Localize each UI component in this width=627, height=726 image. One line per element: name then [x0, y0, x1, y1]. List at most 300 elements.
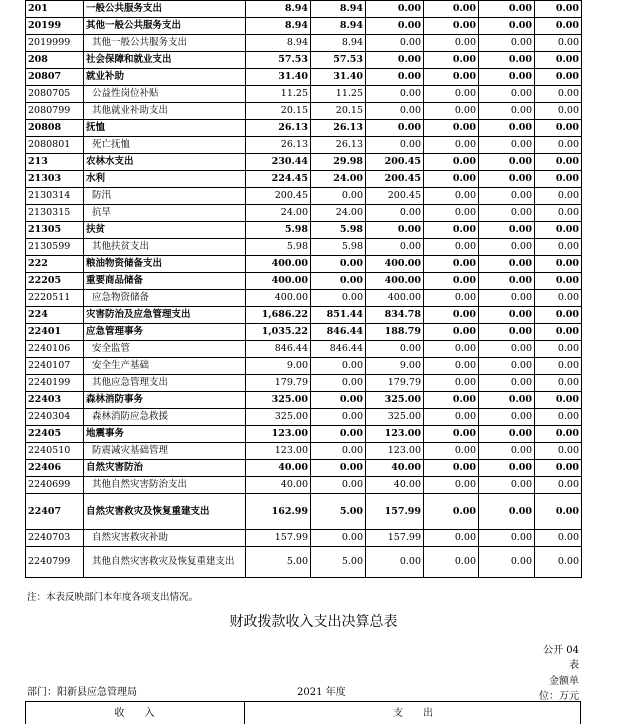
value-cell: 0.00	[311, 443, 366, 460]
value-cell: 0.00	[479, 256, 535, 273]
value-cell: 11.25	[246, 86, 311, 103]
value-cell: 0.00	[366, 547, 424, 578]
code-cell: 20808	[26, 120, 84, 137]
year-label: 2021 年度	[297, 687, 346, 698]
code-cell: 2080799	[26, 103, 84, 120]
value-cell: 11.25	[311, 86, 366, 103]
value-cell: 0.00	[535, 35, 582, 52]
value-cell: 20.15	[246, 103, 311, 120]
value-cell: 0.00	[424, 375, 479, 392]
value-cell: 0.00	[479, 137, 535, 154]
value-cell: 0.00	[366, 86, 424, 103]
value-cell: 0.00	[535, 171, 582, 188]
income-header: 收 入	[114, 708, 155, 719]
value-cell: 0.00	[366, 69, 424, 86]
value-cell: 8.94	[311, 35, 366, 52]
value-cell: 0.00	[535, 52, 582, 69]
value-cell: 31.40	[311, 69, 366, 86]
value-cell: 0.00	[424, 52, 479, 69]
value-cell: 0.00	[311, 530, 366, 547]
value-cell: 1,035.22	[246, 324, 311, 341]
table-row	[26, 547, 582, 578]
value-cell: 0.00	[535, 358, 582, 375]
value-cell: 325.00	[366, 409, 424, 426]
value-cell: 846.44	[311, 341, 366, 358]
value-cell: 0.00	[424, 530, 479, 547]
table-row	[26, 443, 582, 460]
value-cell: 26.13	[311, 137, 366, 154]
value-cell: 0.00	[479, 18, 535, 35]
value-cell: 0.00	[366, 120, 424, 137]
value-cell: 24.00	[311, 205, 366, 222]
value-cell: 400.00	[366, 290, 424, 307]
name-cell: 其他自然灾害救灾及恢复重建支出	[84, 547, 246, 578]
value-cell: 0.00	[424, 188, 479, 205]
name-cell: 一般公共服务支出	[84, 1, 246, 18]
value-cell: 0.00	[424, 273, 479, 290]
code-cell: 2240199	[26, 375, 84, 392]
value-cell: 0.00	[479, 103, 535, 120]
value-cell: 0.00	[535, 188, 582, 205]
table-row	[26, 392, 582, 409]
value-cell: 123.00	[246, 443, 311, 460]
code-cell: 2240304	[26, 409, 84, 426]
table-row	[26, 341, 582, 358]
name-cell: 安全监管	[84, 341, 246, 358]
value-cell: 0.00	[424, 307, 479, 324]
code-cell: 22401	[26, 324, 84, 341]
table-row	[26, 409, 582, 426]
value-cell: 325.00	[246, 409, 311, 426]
value-cell: 0.00	[535, 426, 582, 443]
value-cell: 200.45	[366, 171, 424, 188]
value-cell: 0.00	[535, 103, 582, 120]
value-cell: 0.00	[479, 547, 535, 578]
name-cell: 灾害防治及应急管理支出	[84, 307, 246, 324]
value-cell: 0.00	[535, 375, 582, 392]
value-cell: 0.00	[479, 205, 535, 222]
value-cell: 834.78	[366, 307, 424, 324]
value-cell: 0.00	[479, 86, 535, 103]
value-cell: 31.40	[246, 69, 311, 86]
table-row	[26, 375, 582, 392]
name-cell: 安全生产基础	[84, 358, 246, 375]
value-cell: 0.00	[479, 307, 535, 324]
value-cell: 0.00	[311, 188, 366, 205]
value-cell: 0.00	[535, 205, 582, 222]
value-cell: 179.79	[246, 375, 311, 392]
value-cell: 0.00	[366, 35, 424, 52]
name-cell: 其他就业补助支出	[84, 103, 246, 120]
value-cell: 0.00	[424, 86, 479, 103]
value-cell: 0.00	[366, 205, 424, 222]
value-cell: 0.00	[535, 256, 582, 273]
value-cell: 0.00	[424, 443, 479, 460]
value-cell: 1,686.22	[246, 307, 311, 324]
code-cell: 2240107	[26, 358, 84, 375]
value-cell: 0.00	[479, 273, 535, 290]
value-cell: 0.00	[311, 426, 366, 443]
value-cell: 40.00	[246, 460, 311, 477]
value-cell: 0.00	[535, 18, 582, 35]
code-cell: 2240703	[26, 530, 84, 547]
code-cell: 2240699	[26, 477, 84, 494]
name-cell: 自然灾害救灾补助	[84, 530, 246, 547]
value-cell: 0.00	[479, 375, 535, 392]
value-cell: 0.00	[424, 120, 479, 137]
table-row	[26, 18, 582, 35]
value-cell: 26.13	[311, 120, 366, 137]
value-cell: 200.45	[366, 188, 424, 205]
code-cell: 21305	[26, 222, 84, 239]
value-cell: 0.00	[479, 171, 535, 188]
value-cell: 5.98	[246, 239, 311, 256]
value-cell: 0.00	[424, 103, 479, 120]
value-cell: 0.00	[535, 120, 582, 137]
table-row	[26, 426, 582, 443]
value-cell: 0.00	[311, 358, 366, 375]
table-row	[26, 35, 582, 52]
value-cell: 0.00	[535, 477, 582, 494]
value-cell: 157.99	[366, 530, 424, 547]
value-cell: 0.00	[311, 375, 366, 392]
value-cell: 0.00	[479, 460, 535, 477]
table-row	[26, 188, 582, 205]
value-cell: 123.00	[246, 426, 311, 443]
value-cell: 325.00	[366, 392, 424, 409]
value-cell: 0.00	[311, 273, 366, 290]
code-cell: 2220511	[26, 290, 84, 307]
value-cell: 0.00	[424, 460, 479, 477]
value-cell: 8.94	[311, 18, 366, 35]
table-row	[26, 1, 582, 18]
table-row	[26, 290, 582, 307]
value-cell: 57.53	[246, 52, 311, 69]
value-cell: 9.00	[366, 358, 424, 375]
name-cell: 就业补助	[84, 69, 246, 86]
value-cell: 123.00	[366, 443, 424, 460]
value-cell: 0.00	[424, 547, 479, 578]
name-cell: 其他一般公共服务支出	[84, 35, 246, 52]
value-cell: 5.98	[311, 239, 366, 256]
name-cell: 应急管理事务	[84, 324, 246, 341]
value-cell: 0.00	[535, 392, 582, 409]
code-cell: 2130315	[26, 205, 84, 222]
value-cell: 162.99	[246, 494, 311, 530]
code-cell: 2240799	[26, 547, 84, 578]
code-cell: 208	[26, 52, 84, 69]
value-cell: 0.00	[424, 494, 479, 530]
code-cell: 213	[26, 154, 84, 171]
value-cell: 5.98	[311, 222, 366, 239]
value-cell: 179.79	[366, 375, 424, 392]
value-cell: 846.44	[246, 341, 311, 358]
table-row	[26, 530, 582, 547]
value-cell: 8.94	[246, 18, 311, 35]
value-cell: 0.00	[535, 222, 582, 239]
value-cell: 400.00	[246, 273, 311, 290]
name-cell: 死亡抚恤	[84, 137, 246, 154]
code-cell: 2240106	[26, 341, 84, 358]
table-body	[26, 1, 582, 578]
value-cell: 0.00	[424, 290, 479, 307]
value-cell: 0.00	[424, 1, 479, 18]
value-cell: 0.00	[366, 341, 424, 358]
value-cell: 0.00	[311, 256, 366, 273]
name-cell: 其他扶贫支出	[84, 239, 246, 256]
code-cell: 2130599	[26, 239, 84, 256]
table-row	[26, 324, 582, 341]
value-cell: 29.98	[311, 154, 366, 171]
name-cell: 应急物资储备	[84, 290, 246, 307]
value-cell: 0.00	[535, 530, 582, 547]
value-cell: 40.00	[246, 477, 311, 494]
name-cell: 自然灾害救灾及恢复重建支出	[84, 494, 246, 530]
table-note: 注：本表反映部门本年度各项支出情况。	[27, 592, 199, 603]
value-cell: 0.00	[535, 307, 582, 324]
value-cell: 200.45	[246, 188, 311, 205]
value-cell: 0.00	[479, 530, 535, 547]
value-cell: 0.00	[424, 69, 479, 86]
name-cell: 其他一般公共服务支出	[84, 18, 246, 35]
value-cell: 0.00	[424, 205, 479, 222]
value-cell: 0.00	[479, 409, 535, 426]
table-row	[26, 222, 582, 239]
value-cell: 0.00	[535, 547, 582, 578]
value-cell: 0.00	[424, 477, 479, 494]
code-cell: 22406	[26, 460, 84, 477]
name-cell: 地震事务	[84, 426, 246, 443]
value-cell: 0.00	[479, 290, 535, 307]
table-row	[26, 358, 582, 375]
value-cell: 0.00	[366, 222, 424, 239]
code-cell: 20199	[26, 18, 84, 35]
value-cell: 0.00	[535, 154, 582, 171]
value-cell: 0.00	[535, 324, 582, 341]
value-cell: 400.00	[246, 290, 311, 307]
name-cell: 防震减灾基础管理	[84, 443, 246, 460]
unit-line1: 金额单	[549, 676, 579, 687]
value-cell: 9.00	[246, 358, 311, 375]
value-cell: 846.44	[311, 324, 366, 341]
value-cell: 0.00	[424, 18, 479, 35]
code-cell: 2019999	[26, 35, 84, 52]
table-row	[26, 307, 582, 324]
name-cell: 森林消防事务	[84, 392, 246, 409]
value-cell: 0.00	[424, 426, 479, 443]
name-cell: 抚恤	[84, 120, 246, 137]
name-cell: 防汛	[84, 188, 246, 205]
table-row	[26, 494, 582, 530]
code-cell: 22205	[26, 273, 84, 290]
value-cell: 0.00	[311, 392, 366, 409]
value-cell: 40.00	[366, 460, 424, 477]
value-cell: 0.00	[479, 188, 535, 205]
table-row	[26, 205, 582, 222]
value-cell: 157.99	[366, 494, 424, 530]
value-cell: 8.94	[246, 35, 311, 52]
value-cell: 0.00	[366, 1, 424, 18]
value-cell: 0.00	[424, 392, 479, 409]
value-cell: 5.00	[311, 494, 366, 530]
value-cell: 0.00	[535, 409, 582, 426]
code-cell: 20807	[26, 69, 84, 86]
value-cell: 0.00	[535, 273, 582, 290]
value-cell: 0.00	[535, 341, 582, 358]
value-cell: 0.00	[311, 460, 366, 477]
value-cell: 400.00	[366, 256, 424, 273]
name-cell: 水利	[84, 171, 246, 188]
value-cell: 26.13	[246, 120, 311, 137]
name-cell: 重要商品储备	[84, 273, 246, 290]
value-cell: 0.00	[479, 341, 535, 358]
name-cell: 其他应急管理支出	[84, 375, 246, 392]
value-cell: 0.00	[366, 239, 424, 256]
name-cell: 自然灾害防治	[84, 460, 246, 477]
value-cell: 0.00	[311, 409, 366, 426]
value-cell: 0.00	[366, 103, 424, 120]
code-cell: 22403	[26, 392, 84, 409]
value-cell: 26.13	[246, 137, 311, 154]
table-row	[26, 273, 582, 290]
value-cell: 24.00	[246, 205, 311, 222]
value-cell: 0.00	[535, 1, 582, 18]
table-row	[26, 69, 582, 86]
name-cell: 社会保障和就业支出	[84, 52, 246, 69]
value-cell: 157.99	[246, 530, 311, 547]
value-cell: 0.00	[479, 392, 535, 409]
department-label: 部门：阳新县应急管理局	[27, 687, 137, 698]
code-cell: 222	[26, 256, 84, 273]
value-cell: 0.00	[479, 426, 535, 443]
name-cell: 扶贫	[84, 222, 246, 239]
code-cell: 2080705	[26, 86, 84, 103]
value-cell: 230.44	[246, 154, 311, 171]
value-cell: 0.00	[366, 18, 424, 35]
value-cell: 0.00	[535, 290, 582, 307]
value-cell: 0.00	[479, 239, 535, 256]
value-cell: 0.00	[479, 120, 535, 137]
code-cell: 21303	[26, 171, 84, 188]
value-cell: 0.00	[479, 477, 535, 494]
value-cell: 0.00	[424, 358, 479, 375]
value-cell: 0.00	[424, 409, 479, 426]
value-cell: 200.45	[366, 154, 424, 171]
value-cell: 0.00	[424, 137, 479, 154]
value-cell: 5.98	[246, 222, 311, 239]
value-cell: 5.00	[311, 547, 366, 578]
table-row	[26, 477, 582, 494]
value-cell: 0.00	[424, 35, 479, 52]
table-row	[26, 154, 582, 171]
value-cell: 0.00	[479, 154, 535, 171]
value-cell: 0.00	[311, 477, 366, 494]
name-cell: 抗旱	[84, 205, 246, 222]
code-cell: 224	[26, 307, 84, 324]
value-cell: 0.00	[424, 154, 479, 171]
code-cell: 22405	[26, 426, 84, 443]
table-row	[26, 103, 582, 120]
expenditure-table	[25, 0, 582, 578]
name-cell: 农林水支出	[84, 154, 246, 171]
name-cell: 公益性岗位补贴	[84, 86, 246, 103]
value-cell: 0.00	[535, 69, 582, 86]
page-title: 财政拨款收入支出决算总表	[229, 614, 398, 630]
value-cell: 5.00	[246, 547, 311, 578]
value-cell: 400.00	[246, 256, 311, 273]
value-cell: 0.00	[424, 171, 479, 188]
table-row	[26, 120, 582, 137]
name-cell: 森林消防应急救援	[84, 409, 246, 426]
value-cell: 0.00	[479, 69, 535, 86]
code-cell: 201	[26, 1, 84, 18]
value-cell: 0.00	[424, 324, 479, 341]
value-cell: 0.00	[535, 86, 582, 103]
value-cell: 0.00	[479, 443, 535, 460]
value-cell: 0.00	[479, 358, 535, 375]
value-cell: 0.00	[366, 52, 424, 69]
value-cell: 224.45	[246, 171, 311, 188]
value-cell: 8.94	[311, 1, 366, 18]
value-cell: 57.53	[311, 52, 366, 69]
value-cell: 0.00	[479, 324, 535, 341]
value-cell: 0.00	[366, 137, 424, 154]
value-cell: 0.00	[424, 341, 479, 358]
value-cell: 0.00	[311, 290, 366, 307]
unit-line2: 位：万元	[539, 691, 579, 702]
value-cell: 0.00	[535, 494, 582, 530]
name-cell: 其他自然灾害防治支出	[84, 477, 246, 494]
value-cell: 0.00	[479, 52, 535, 69]
value-cell: 0.00	[479, 222, 535, 239]
table-row	[26, 460, 582, 477]
value-cell: 0.00	[424, 222, 479, 239]
value-cell: 0.00	[535, 137, 582, 154]
value-cell: 8.94	[246, 1, 311, 18]
form-number-line1: 公开 04	[543, 645, 579, 656]
value-cell: 40.00	[366, 477, 424, 494]
value-cell: 400.00	[366, 273, 424, 290]
value-cell: 0.00	[535, 239, 582, 256]
code-cell: 2080801	[26, 137, 84, 154]
value-cell: 851.44	[311, 307, 366, 324]
value-cell: 0.00	[535, 443, 582, 460]
table-row	[26, 256, 582, 273]
form-number-line2: 表	[569, 660, 579, 671]
value-cell: 24.00	[311, 171, 366, 188]
value-cell: 123.00	[366, 426, 424, 443]
name-cell: 粮油物资储备支出	[84, 256, 246, 273]
value-cell: 0.00	[479, 1, 535, 18]
summary-header	[25, 701, 581, 724]
table-row	[26, 171, 582, 188]
value-cell: 0.00	[479, 35, 535, 52]
value-cell: 325.00	[246, 392, 311, 409]
value-cell: 0.00	[424, 256, 479, 273]
code-cell: 2130314	[26, 188, 84, 205]
value-cell: 188.79	[366, 324, 424, 341]
code-cell: 2240510	[26, 443, 84, 460]
table-row	[26, 239, 582, 256]
code-cell: 22407	[26, 494, 84, 530]
value-cell: 20.15	[311, 103, 366, 120]
value-cell: 0.00	[424, 239, 479, 256]
expense-header: 支 出	[393, 708, 433, 719]
table-row	[26, 52, 582, 69]
value-cell: 0.00	[535, 460, 582, 477]
value-cell: 0.00	[479, 494, 535, 530]
table-row	[26, 137, 582, 154]
